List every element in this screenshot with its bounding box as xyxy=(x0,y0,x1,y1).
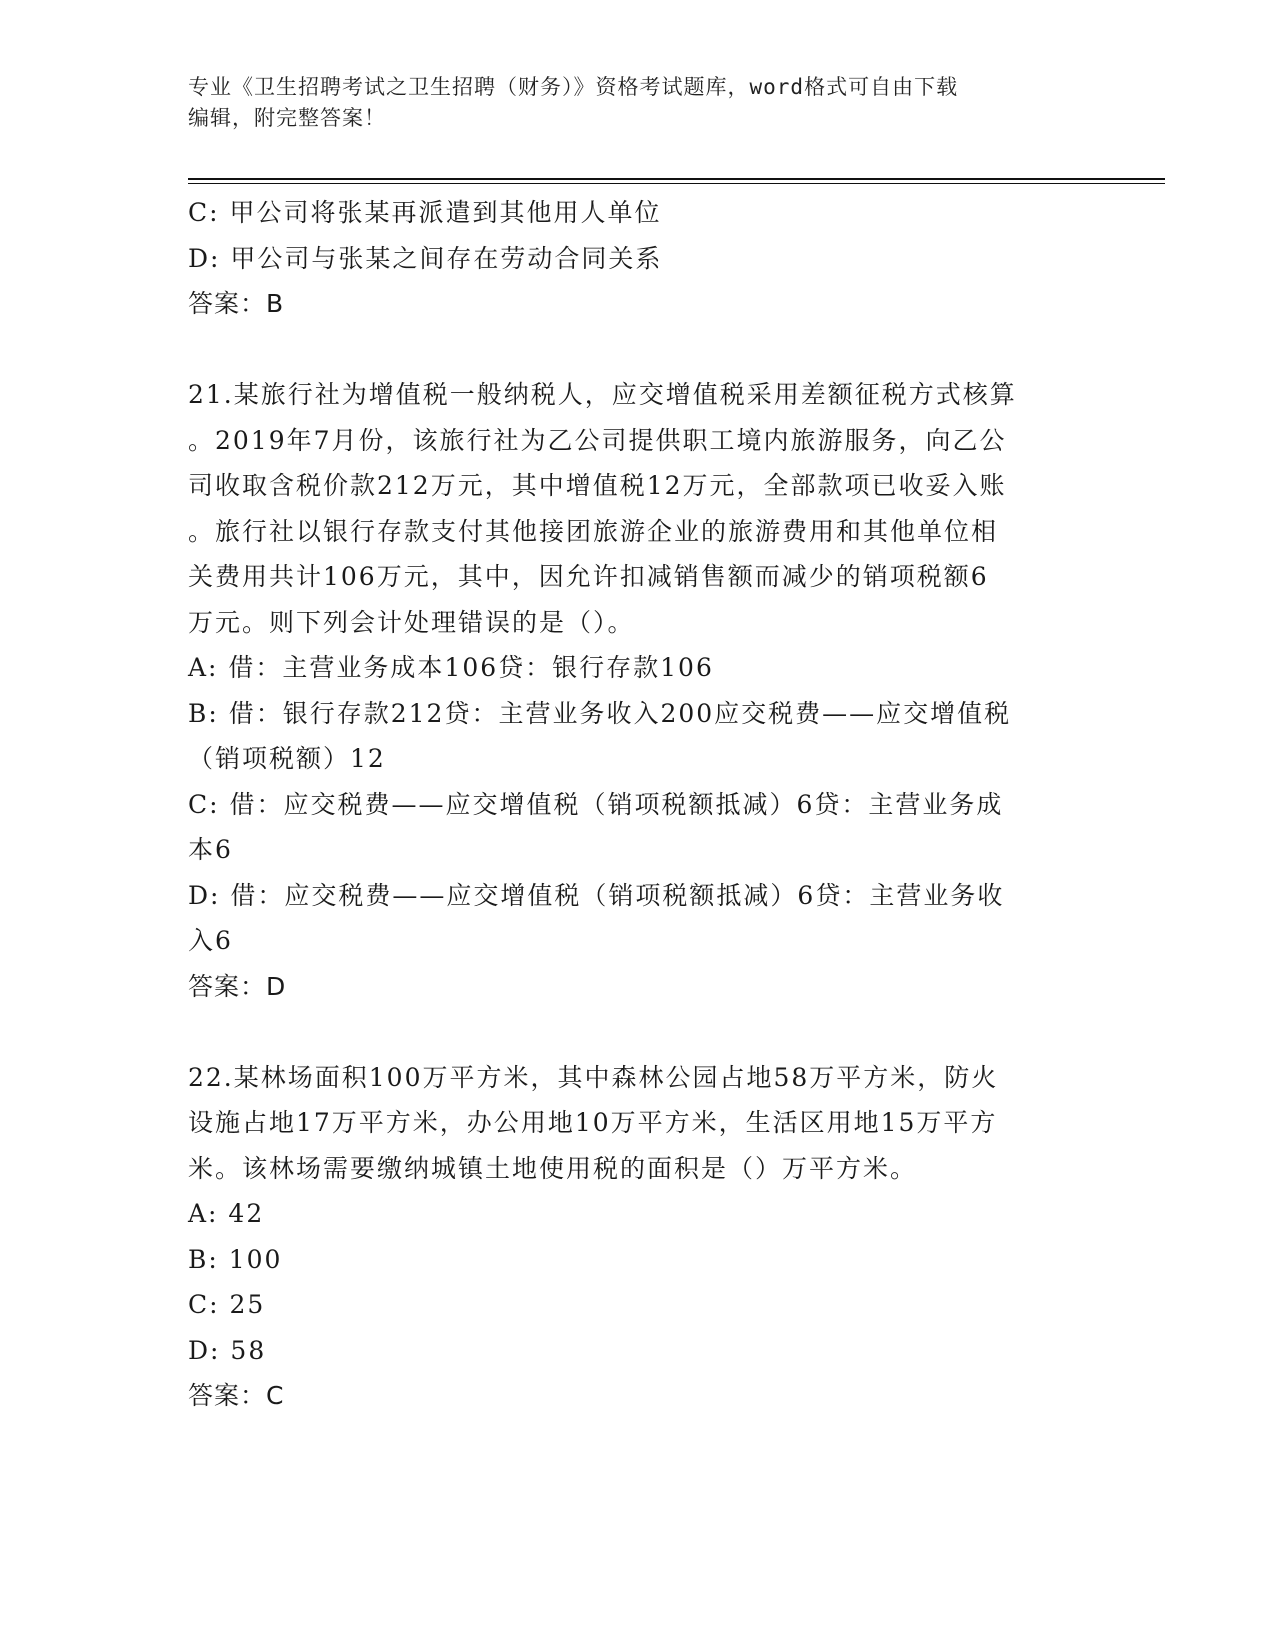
option-b: B: 借：银行存款212贷：主营业务收入200应交税费——应交增值税 xyxy=(188,698,1012,728)
question-stem-line: 22.某林场面积100万平方米，其中森林公园占地58万平方米，防火 xyxy=(188,1062,999,1092)
option-c: C: 25 xyxy=(188,1290,266,1319)
header-line-2: 编辑，附完整答案！ xyxy=(188,106,386,130)
answer-line: 答案：D xyxy=(188,971,287,1001)
option-d: D: 甲公司与张某之间存在劳动合同关系 xyxy=(188,243,663,273)
option-d: D: 58 xyxy=(188,1335,267,1365)
question-22 xyxy=(188,1055,1088,1419)
question-stem-line: 米。该林场需要缴纳城镇土地使用税的面积是（）万平方米。 xyxy=(188,1153,918,1183)
question-stem-line: 。2019年7月份，该旅行社为乙公司提供职工境内旅游服务，向乙公 xyxy=(188,425,1007,455)
option-a: A: 42 xyxy=(188,1199,265,1228)
question-stem-line: 司收取含税价款212万元，其中增值税12万元，全部款项已收妥入账 xyxy=(188,471,1007,500)
question-stem-line: 21.某旅行社为增值税一般纳税人，应交增值税采用差额征税方式核算 xyxy=(188,380,1017,409)
question-stem-line: 。旅行社以银行存款支付其他接团旅游企业的旅游费用和其他单位相 xyxy=(188,516,999,546)
spacer xyxy=(188,327,1088,373)
option-b: B: 100 xyxy=(188,1244,283,1274)
spacer xyxy=(188,1009,1088,1055)
header-divider-thin xyxy=(188,183,1165,184)
option-c: C: 借：应交税费——应交增值税（销项税额抵减）6贷：主营业务成 xyxy=(188,789,1004,819)
question-21 xyxy=(188,372,1088,1009)
answer-line: 答案：C xyxy=(188,1381,285,1410)
option-b-continued: （销项税额）12 xyxy=(188,744,386,773)
option-c: C: 甲公司将张某再派遣到其他用人单位 xyxy=(188,198,662,227)
document-header xyxy=(188,72,1088,134)
header-line-1: 专业《卫生招聘考试之卫生招聘（财务）》资格考试题库，word格式可自由下载 xyxy=(188,75,959,99)
option-a: A: 借：主营业务成本106贷：银行存款106 xyxy=(188,653,714,682)
option-d: D: 借：应交税费——应交增值税（销项税额抵减）6贷：主营业务收 xyxy=(188,880,1005,910)
question-stem-line: 设施占地17万平方米，办公用地10万平方米，生活区用地15万平方 xyxy=(188,1108,998,1137)
answer-line: 答案：B xyxy=(188,289,285,318)
option-c-continued: 本6 xyxy=(188,835,233,864)
previous-question-tail xyxy=(188,190,1088,327)
question-stem-line: 关费用共计106万元，其中，因允许扣减销售额而减少的销项税额6 xyxy=(188,562,989,591)
header-divider-thick xyxy=(188,178,1165,180)
option-d-continued: 入6 xyxy=(188,926,233,955)
question-stem-line: 万元。则下列会计处理错误的是（）。 xyxy=(188,607,635,637)
document-body xyxy=(188,190,1088,1419)
